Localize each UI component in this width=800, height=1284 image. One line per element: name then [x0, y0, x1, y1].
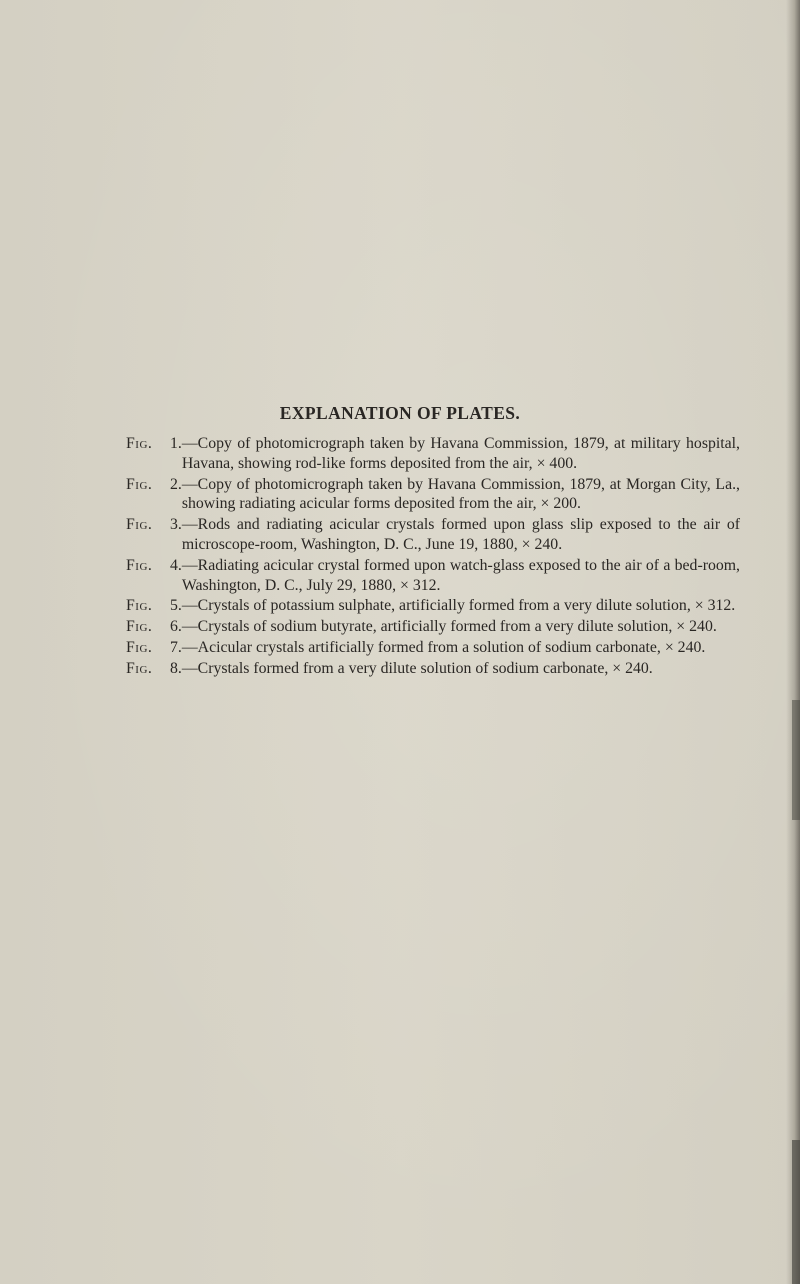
fig-label: Fig. [126, 659, 153, 677]
plate-entry-8 [126, 659, 740, 679]
plate-description: —Acicular crystals artificially formed from a solution of sodium carbonate, × 240. [181, 638, 706, 656]
plate-number: 7. [170, 638, 182, 656]
fig-label: Fig. [126, 475, 153, 493]
plate-description: —Copy of photomicrograph taken by Havana Commission, 1879, at Morgan City, La., showing radiating acicular forms deposited from the air, × 200. [181, 475, 740, 513]
page-edge-shadow [786, 0, 800, 1284]
fig-label: Fig. [126, 556, 153, 574]
plate-number: 8. [170, 659, 182, 677]
plate-number: 5. [170, 597, 182, 615]
plate-entry-4 [126, 556, 740, 596]
plate-description: —Copy of photomicrograph taken by Havana Commission, 1879, at military hospital, Havana, showing rod-like forms deposited from the air, × 400. [181, 435, 740, 472]
plate-description: —Crystals of sodium butyrate, artificially formed from a very dilute solution, × 240. [181, 618, 717, 636]
plate-number: 1. [170, 435, 182, 452]
plates-list [126, 434, 740, 680]
plate-entry-7 [126, 638, 740, 658]
binding-edge-strip-lower [792, 1140, 800, 1284]
plate-number: 3. [170, 516, 182, 534]
plate-entry-2 [126, 475, 740, 515]
plate-number: 2. [170, 475, 182, 493]
fig-label: Fig. [126, 618, 153, 636]
fig-label: Fig. [126, 435, 153, 452]
plate-description: —Rods and radiating acicular crystals formed upon glass slip exposed to the air of microscope-room, Washington, D. C., June 19, 1880, × 240. [181, 516, 740, 553]
fig-label: Fig. [126, 638, 153, 656]
plate-description: —Radiating acicular crystal formed upon watch-glass exposed to the air of a bed-room, Washington, D. C., July 29, 1880, × 312. [181, 556, 740, 594]
plate-entry-3 [126, 515, 740, 555]
page-heading: EXPLANATION OF PLATES. [279, 403, 521, 423]
plate-number: 4. [170, 556, 182, 574]
plate-entry-6 [126, 617, 740, 637]
plate-number: 6. [170, 618, 182, 636]
fig-label: Fig. [126, 516, 153, 534]
binding-edge-strip-upper [792, 700, 800, 820]
plate-entry-5 [126, 596, 740, 616]
plate-description: —Crystals of potassium sulphate, artificially formed from a very dilute solution, × 312. [181, 597, 736, 615]
plate-entry-1 [126, 434, 740, 474]
fig-label: Fig. [126, 597, 153, 615]
plate-description: —Crystals formed from a very dilute solution of sodium carbonate, × 240. [181, 659, 653, 677]
